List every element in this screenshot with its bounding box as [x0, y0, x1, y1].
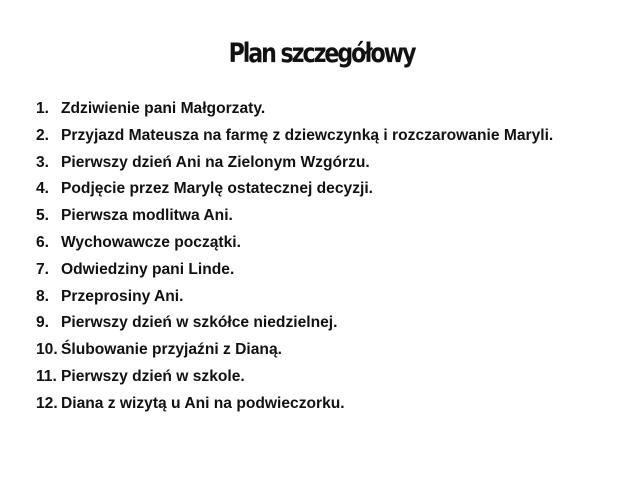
list-item — [36, 176, 553, 203]
item-text: Zdziwienie pani Małgorzaty. — [61, 100, 266, 117]
item-number: 7. — [36, 260, 50, 278]
item-text: Pierwszy dzień w szkole. — [61, 367, 245, 385]
item-number: 3. — [36, 153, 50, 171]
item-number: 2. — [36, 126, 50, 144]
list-item — [36, 230, 553, 257]
item-number: 1. — [36, 100, 50, 117]
list-item — [36, 337, 553, 364]
list-item — [36, 203, 553, 230]
item-number: 6. — [36, 233, 50, 251]
item-text: Przeprosiny Ani. — [61, 287, 184, 305]
item-text: Ślubowanie przyjaźni z Dianą. — [61, 341, 282, 359]
item-number: 8. — [36, 287, 50, 305]
list-item — [36, 391, 553, 418]
list-item — [36, 257, 553, 284]
item-number: 5. — [36, 207, 50, 225]
item-text: Pierwszy dzień Ani na Zielonym Wzgórzu. — [61, 153, 370, 171]
item-number: 11. — [36, 367, 57, 385]
list-item — [36, 150, 553, 177]
list-item — [36, 123, 553, 150]
list-item — [36, 310, 553, 337]
item-number: 12. — [36, 394, 58, 412]
item-text: Wychowawcze początki. — [61, 233, 241, 251]
page-title: Plan szczegółowy — [228, 38, 415, 69]
item-number: 9. — [36, 314, 50, 332]
item-text: Odwiedziny pani Linde. — [61, 260, 235, 278]
item-text: Pierwsza modlitwa Ani. — [61, 207, 233, 225]
list-item — [36, 364, 553, 391]
item-number: 4. — [36, 180, 50, 198]
item-text: Diana z wizytą u Ani na podwieczorku. — [61, 394, 345, 412]
item-text: Pierwszy dzień w szkółce niedzielnej. — [61, 314, 338, 332]
plan-list — [36, 96, 553, 418]
list-item — [36, 96, 553, 123]
item-text: Przyjazd Mateusza na farmę z dziewczynką i rozczarowanie Maryli. — [61, 126, 554, 144]
item-number: 10. — [36, 341, 58, 359]
item-text: Podjęcie przez Marylę ostatecznej decyzji. — [61, 180, 373, 198]
list-item — [36, 284, 553, 311]
